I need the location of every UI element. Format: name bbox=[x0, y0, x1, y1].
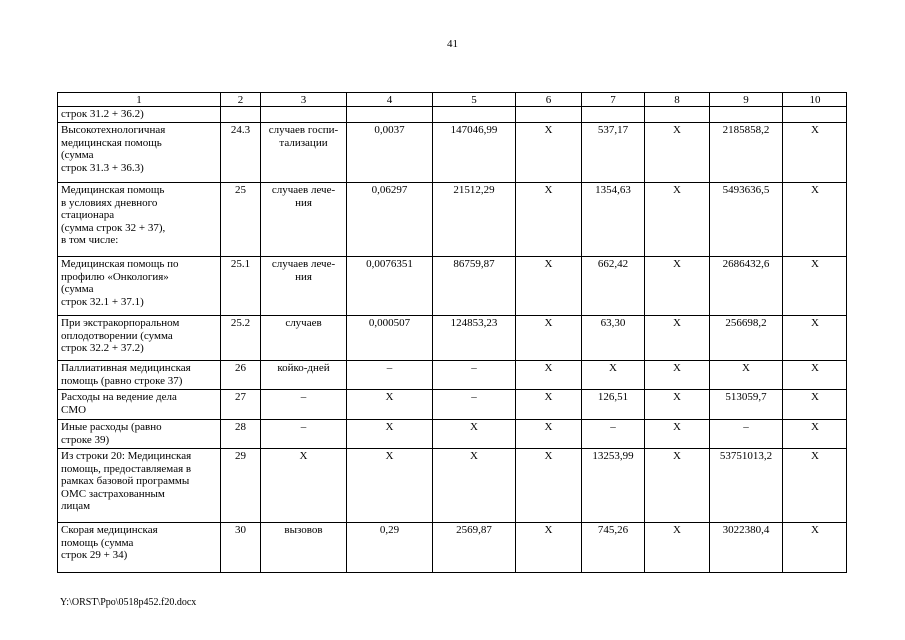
header-cell: 9 bbox=[709, 92, 782, 106]
table-cell: – bbox=[581, 419, 644, 448]
table-cell: – bbox=[260, 389, 346, 419]
header-cell: 8 bbox=[644, 92, 709, 106]
row-label-cell: Медицинская помощь по профилю «Онкология» (сумма строк 32.1 + 37.1) bbox=[57, 256, 220, 315]
table-cell: X bbox=[709, 360, 782, 389]
table-cell: 0,29 bbox=[346, 522, 432, 573]
table-cell bbox=[260, 106, 346, 122]
row-label-cell: Высокотехнологичная медицинская помощь (сумма строк 31.3 + 36.3) bbox=[57, 122, 220, 182]
table-cell: X bbox=[644, 122, 709, 182]
header-cell: 4 bbox=[346, 92, 432, 106]
table-cell: X bbox=[515, 182, 581, 256]
table-cell bbox=[346, 106, 432, 122]
table-cell: X bbox=[346, 419, 432, 448]
table-cell: 0,0037 bbox=[346, 122, 432, 182]
row-label-cell: Из строки 20: Медицинская помощь, предоставляемая в рамках базовой программы ОМС застрахованным лицам bbox=[57, 448, 220, 522]
table-cell: 5493636,5 bbox=[709, 182, 782, 256]
row-label-cell: строк 31.2 + 36.2) bbox=[57, 106, 220, 122]
table-cell: 53751013,2 bbox=[709, 448, 782, 522]
data-table bbox=[57, 92, 847, 573]
table-cell: случаев госпи- тализации bbox=[260, 122, 346, 182]
table-cell: случаев bbox=[260, 315, 346, 360]
table-cell: – bbox=[346, 360, 432, 389]
table-cell: 1354,63 bbox=[581, 182, 644, 256]
table-cell bbox=[515, 106, 581, 122]
table-cell bbox=[220, 106, 260, 122]
footer-file-path: Y:\ORST\Ppo\0518p452.f20.docx bbox=[60, 597, 197, 608]
row-label-cell: Иные расходы (равно строке 39) bbox=[57, 419, 220, 448]
table-cell: 13253,99 bbox=[581, 448, 644, 522]
table-cell: X bbox=[515, 419, 581, 448]
table-cell: 25 bbox=[220, 182, 260, 256]
table-cell: X bbox=[515, 315, 581, 360]
table-cell: X bbox=[260, 448, 346, 522]
table-cell: 513059,7 bbox=[709, 389, 782, 419]
table-cell: – bbox=[260, 419, 346, 448]
table-cell: X bbox=[782, 122, 847, 182]
row-label-cell: Скорая медицинская помощь (сумма строк 29 + 34) bbox=[57, 522, 220, 573]
table-cell: 21512,29 bbox=[432, 182, 515, 256]
row-label-cell: Расходы на ведение дела СМО bbox=[57, 389, 220, 419]
table-cell: X bbox=[782, 419, 847, 448]
table-cell: X bbox=[515, 122, 581, 182]
table-cell: X bbox=[432, 448, 515, 522]
table-cell bbox=[782, 106, 847, 122]
table-cell: X bbox=[782, 389, 847, 419]
table-cell: – bbox=[432, 389, 515, 419]
table-cell: X bbox=[644, 315, 709, 360]
table-cell: 30 bbox=[220, 522, 260, 573]
table-cell: X bbox=[644, 256, 709, 315]
table-cell: 27 bbox=[220, 389, 260, 419]
table-cell: X bbox=[581, 360, 644, 389]
table-cell: 2569,87 bbox=[432, 522, 515, 573]
table-cell: 124853,23 bbox=[432, 315, 515, 360]
table-cell: 25.2 bbox=[220, 315, 260, 360]
header-cell: 3 bbox=[260, 92, 346, 106]
table-cell: 24.3 bbox=[220, 122, 260, 182]
header-cell: 10 bbox=[782, 92, 847, 106]
table-cell: случаев лече- ния bbox=[260, 256, 346, 315]
header-cell: 6 bbox=[515, 92, 581, 106]
table-cell: 0,000507 bbox=[346, 315, 432, 360]
page-number: 41 bbox=[447, 38, 458, 50]
table-cell: X bbox=[782, 315, 847, 360]
table-cell: X bbox=[515, 389, 581, 419]
row-label-cell: Паллиативная медицинская помощь (равно строке 37) bbox=[57, 360, 220, 389]
table-cell: X bbox=[644, 360, 709, 389]
table-cell: X bbox=[515, 448, 581, 522]
table-cell: 25.1 bbox=[220, 256, 260, 315]
table-cell: 147046,99 bbox=[432, 122, 515, 182]
table-cell: – bbox=[432, 360, 515, 389]
row-label-cell: Медицинская помощь в условиях дневного стационара (сумма строк 32 + 37), в том числе: bbox=[57, 182, 220, 256]
table-cell: X bbox=[782, 448, 847, 522]
table-cell: 2185858,2 bbox=[709, 122, 782, 182]
table-cell: X bbox=[515, 256, 581, 315]
table-cell: X bbox=[644, 522, 709, 573]
table-cell: 3022380,4 bbox=[709, 522, 782, 573]
table-cell: случаев лече- ния bbox=[260, 182, 346, 256]
table-cell: 256698,2 bbox=[709, 315, 782, 360]
table-cell: 537,17 bbox=[581, 122, 644, 182]
table-cell: X bbox=[644, 419, 709, 448]
table-cell bbox=[709, 106, 782, 122]
table-cell: 86759,87 bbox=[432, 256, 515, 315]
header-cell: 2 bbox=[220, 92, 260, 106]
table-cell: X bbox=[644, 182, 709, 256]
table-cell: X bbox=[782, 360, 847, 389]
header-cell: 5 bbox=[432, 92, 515, 106]
header-cell: 7 bbox=[581, 92, 644, 106]
table-cell: X bbox=[346, 389, 432, 419]
table-cell: X bbox=[346, 448, 432, 522]
table-cell: 745,26 bbox=[581, 522, 644, 573]
table-cell: X bbox=[644, 389, 709, 419]
table-cell: X bbox=[782, 256, 847, 315]
table-cell: 28 bbox=[220, 419, 260, 448]
table-cell: 26 bbox=[220, 360, 260, 389]
table-cell: койко-дней bbox=[260, 360, 346, 389]
table-cell: – bbox=[709, 419, 782, 448]
table-cell: X bbox=[515, 522, 581, 573]
table-cell bbox=[644, 106, 709, 122]
table-cell: вызовов bbox=[260, 522, 346, 573]
table-cell: 29 bbox=[220, 448, 260, 522]
table-cell: 126,51 bbox=[581, 389, 644, 419]
table-cell bbox=[581, 106, 644, 122]
table-cell: X bbox=[782, 182, 847, 256]
table-cell bbox=[432, 106, 515, 122]
table-cell: X bbox=[432, 419, 515, 448]
table-cell: 0,06297 bbox=[346, 182, 432, 256]
row-label-cell: При экстракорпоральном оплодотворении (сумма строк 32.2 + 37.2) bbox=[57, 315, 220, 360]
table-cell: X bbox=[782, 522, 847, 573]
header-cell: 1 bbox=[57, 92, 220, 106]
table-cell: 2686432,6 bbox=[709, 256, 782, 315]
table-cell: 0,0076351 bbox=[346, 256, 432, 315]
table-cell: X bbox=[644, 448, 709, 522]
table-cell: 662,42 bbox=[581, 256, 644, 315]
table-cell: X bbox=[515, 360, 581, 389]
table-cell: 63,30 bbox=[581, 315, 644, 360]
